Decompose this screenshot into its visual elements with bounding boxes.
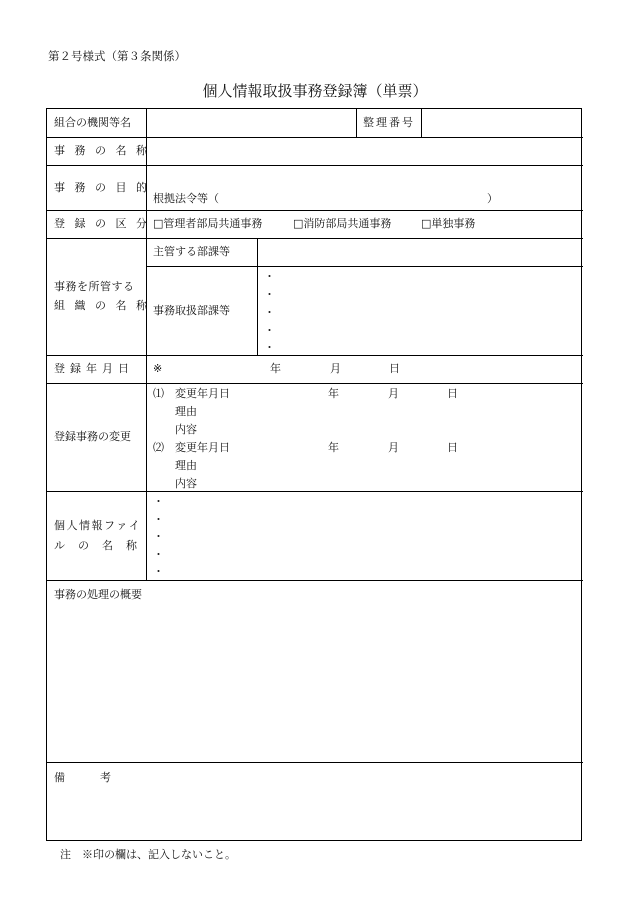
rule-row-9 <box>47 762 583 763</box>
processing-summary-label: 事務の処理の概要 <box>54 588 142 601</box>
file-bullet: ・ <box>153 565 164 578</box>
file-bullet: ・ <box>153 530 164 543</box>
dept-label-line1: 事務を所管する <box>54 280 135 293</box>
file-label-line2: ルの名称 <box>54 539 150 552</box>
rule-dept-split <box>146 266 583 267</box>
change-content-label: 内容 <box>175 423 197 436</box>
dept-bullet: ・ <box>264 324 275 337</box>
remarks-label-first: 備 <box>54 771 65 784</box>
change-month: 月 <box>388 441 399 454</box>
registration-day: 日 <box>389 362 400 375</box>
category-label: 登録の区分 <box>54 217 157 230</box>
category-option-single[interactable]: □単独事務 <box>421 217 476 230</box>
change-content-label: 内容 <box>175 477 197 490</box>
file-bullet: ・ <box>153 495 164 508</box>
law-basis-close: ） <box>487 192 498 205</box>
change-reason-label: 理由 <box>175 459 197 472</box>
file-label-line1: 個人情報ファイ <box>54 519 142 532</box>
category-option-admin[interactable]: □管理者部局共通事務 <box>153 217 263 230</box>
change-year: 年 <box>328 387 339 400</box>
change-entry-number: ⑴ <box>153 387 164 400</box>
rule-row-3 <box>47 210 583 211</box>
dept-bullet: ・ <box>264 270 275 283</box>
task-name-label: 事務の名称 <box>54 144 157 157</box>
reference-number-label: 整理番号 <box>363 116 415 129</box>
registration-year: 年 <box>270 362 281 375</box>
rule-number-label-right <box>421 109 422 137</box>
form-number-label: 第２号様式（第３条関係） <box>48 49 186 63</box>
dept-label-line2: 組織の名称 <box>54 299 157 312</box>
change-year: 年 <box>328 441 339 454</box>
rule-label-column <box>146 109 147 580</box>
registration-month: 月 <box>330 362 341 375</box>
office-use-mark: ※ <box>153 362 163 375</box>
change-month: 月 <box>388 387 399 400</box>
law-basis-label: 根拠法令等（ <box>153 192 219 205</box>
dept-bullet: ・ <box>264 288 275 301</box>
rule-dept-inner <box>257 238 258 355</box>
main-dept-label: 主管する部課等 <box>153 245 230 258</box>
rule-row-2 <box>47 165 583 166</box>
change-date-label: 変更年月日 <box>175 387 230 400</box>
change-reason-label: 理由 <box>175 405 197 418</box>
change-label: 登録事務の変更 <box>54 430 131 443</box>
rule-row-5 <box>47 355 583 356</box>
category-option-fire[interactable]: □消防部局共通事務 <box>293 217 392 230</box>
rule-row-1 <box>47 137 583 138</box>
org-name-label: 組合の機関等名 <box>54 116 131 129</box>
footnote: 注 ※印の欄は、記入しないこと。 <box>60 848 236 861</box>
rule-row-7 <box>47 491 583 492</box>
dept-bullet: ・ <box>264 341 275 354</box>
file-bullet: ・ <box>153 548 164 561</box>
form-title: 個人情報取扱事務登録簿（単票） <box>202 82 428 100</box>
registration-form-table <box>46 108 582 841</box>
handling-dept-label: 事務取扱部課等 <box>153 304 230 317</box>
rule-row-8 <box>47 580 583 581</box>
remarks-label-second: 考 <box>100 771 111 784</box>
change-day: 日 <box>447 387 458 400</box>
file-bullet: ・ <box>153 513 164 526</box>
change-day: 日 <box>447 441 458 454</box>
task-purpose-label: 事務の目的 <box>54 181 157 194</box>
rule-row-6 <box>47 383 583 384</box>
rule-row-4 <box>47 238 583 239</box>
change-entry-number: ⑵ <box>153 441 164 454</box>
rule-number-label-left <box>356 109 357 137</box>
dept-bullet: ・ <box>264 306 275 319</box>
registration-date-label: 登録年月日 <box>54 362 134 375</box>
change-date-label: 変更年月日 <box>175 441 230 454</box>
